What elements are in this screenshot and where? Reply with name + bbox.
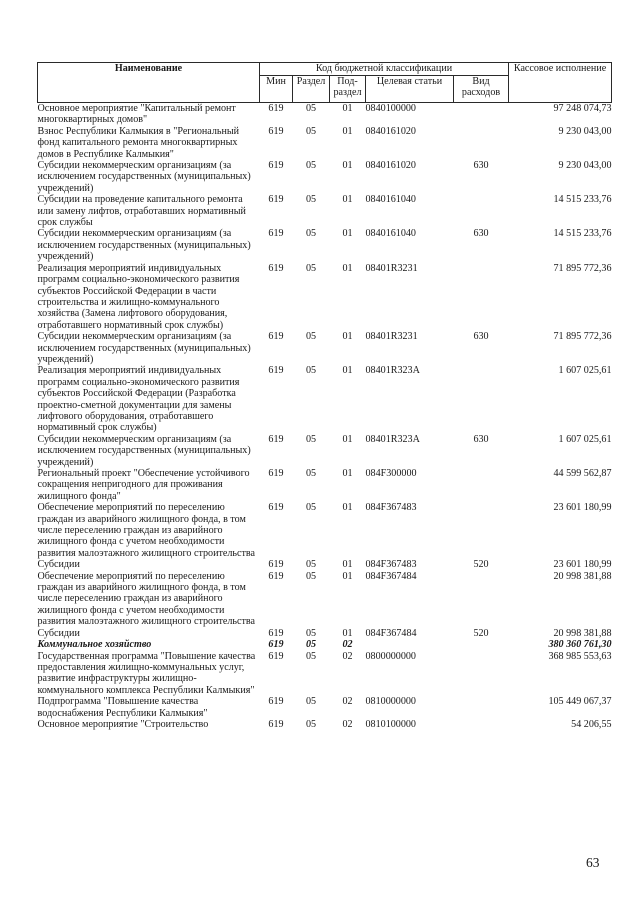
cell-vid <box>454 502 509 559</box>
cell-podrazdel: 01 <box>342 331 353 343</box>
cell-name: Субсидии на проведение капитального ремонта или замену лифтов, отработавших нормативный срок службы <box>37 194 246 229</box>
cell-razdel: 05 <box>305 696 317 708</box>
cell-min: 619 <box>268 639 284 651</box>
cell-podrazdel: 01 <box>342 125 353 137</box>
cell-vid <box>454 468 509 502</box>
cell-sum: 23 601 180,99 <box>553 559 612 571</box>
cell-sum: 54 206,55 <box>571 718 612 730</box>
cell-min: 619 <box>268 228 284 240</box>
table-row <box>38 331 612 365</box>
table-row <box>38 651 612 697</box>
cell-min: 619 <box>268 468 284 479</box>
cell-celevaya: 0840161020 <box>365 125 416 137</box>
cell-min: 619 <box>268 696 284 708</box>
cell-razdel: 05 <box>305 650 317 662</box>
cell-vid <box>454 696 509 719</box>
header-celevaya: Целевая статьи <box>366 76 454 103</box>
cell-sum: 71 895 772,36 <box>553 262 612 274</box>
cell-podrazdel: 02 <box>342 718 353 730</box>
cell-vid: 520 <box>473 559 489 571</box>
cell-sum: 23 601 180,99 <box>553 502 612 514</box>
cell-vid: 520 <box>473 627 489 639</box>
header-code-group: Код бюджетной классификации <box>260 63 509 76</box>
table-row <box>38 103 612 126</box>
cell-name: Основное мероприятие "Капитальный ремонт многоквартирных домов" <box>37 103 236 126</box>
cell-razdel: 05 <box>305 570 317 582</box>
cell-min: 619 <box>268 160 284 172</box>
cell-podrazdel: 01 <box>342 103 353 114</box>
cell-name: Субсидии некоммерческим организациям (за исключением государственных (муниципальных) учреждений) <box>37 160 251 194</box>
cell-podrazdel: 02 <box>342 639 353 651</box>
header-razdel: Раздел <box>293 76 330 103</box>
cell-podrazdel: 01 <box>342 468 353 479</box>
cell-name: Реализация мероприятий индивидуальных программ социально-экономического развития субъектов Российской Федерации в части строительства и жилищно-коммунального хозяйства (Замена лифтового оборудования, отработавшего нормативный срок службы) <box>37 262 240 331</box>
table-row <box>38 719 612 730</box>
cell-vid <box>454 126 509 160</box>
page-number: 63 <box>586 855 600 870</box>
cell-razdel: 05 <box>305 468 317 479</box>
cell-vid: 630 <box>473 228 489 240</box>
cell-razdel: 05 <box>305 627 317 639</box>
cell-min: 619 <box>268 718 284 730</box>
cell-name: Субсидии <box>37 627 80 639</box>
cell-vid <box>454 103 509 126</box>
cell-razdel: 05 <box>305 331 317 343</box>
cell-celevaya: 084F367483 <box>365 559 417 571</box>
cell-vid <box>454 194 509 228</box>
cell-min: 619 <box>268 627 284 639</box>
cell-min: 619 <box>268 262 284 274</box>
cell-podrazdel: 01 <box>342 570 353 582</box>
cell-vid <box>454 719 509 730</box>
header-vid: Вид расходов <box>454 76 509 103</box>
cell-celevaya: 084F367483 <box>365 502 417 514</box>
cell-podrazdel: 01 <box>342 502 353 514</box>
table-row <box>38 126 612 160</box>
cell-podrazdel: 01 <box>342 262 353 274</box>
cell-name: Обеспечение мероприятий по переселению граждан из аварийного жилищного фонда, в том числе переселению граждан из аварийного жилищного фонда с учетом необходимости развития малоэтажного жилищного строительства <box>37 570 256 628</box>
cell-sum: 368 985 553,63 <box>548 650 612 662</box>
cell-sum: 20 998 381,88 <box>553 570 612 582</box>
cell-sum: 1 607 025,61 <box>558 365 612 377</box>
cell-name: Основное мероприятие "Строительство <box>37 718 209 730</box>
cell-sum: 44 599 562,87 <box>553 468 612 479</box>
table-row <box>38 502 612 559</box>
cell-podrazdel: 01 <box>342 160 353 172</box>
cell-sum: 380 360 761,30 <box>548 639 612 651</box>
cell-podrazdel: 01 <box>342 365 353 377</box>
cell-podrazdel: 01 <box>342 194 353 206</box>
cell-name: Субсидии некоммерческим организациям (за исключением государственных (муниципальных) учреждений) <box>37 331 251 365</box>
cell-sum: 9 230 043,00 <box>558 160 612 172</box>
cell-razdel: 05 <box>305 103 317 114</box>
cell-celevaya: 0840100000 <box>365 103 416 114</box>
cell-podrazdel: 01 <box>342 627 353 639</box>
cell-celevaya: 08401R323A <box>365 365 420 377</box>
cell-celevaya: 0810100000 <box>365 718 416 730</box>
cell-celevaya: 08401R3231 <box>365 262 418 274</box>
cell-sum: 105 449 067,37 <box>548 696 612 708</box>
cell-razdel: 05 <box>305 559 317 571</box>
cell-sum: 97 248 074,73 <box>553 103 612 114</box>
cell-razdel: 05 <box>305 262 317 274</box>
cell-name: Коммунальное хозяйство <box>37 639 152 651</box>
cell-sum: 9 230 043,00 <box>558 125 612 137</box>
cell-razdel: 05 <box>305 160 317 172</box>
cell-vid: 630 <box>473 433 489 445</box>
cell-min: 619 <box>268 570 284 582</box>
cell-podrazdel: 02 <box>342 650 353 662</box>
cell-name: Субсидии <box>37 559 80 571</box>
table-row <box>38 571 612 628</box>
cell-name: Региональный проект "Обеспечение устойчивого сокращения непригодного для проживания жилищного фонда" <box>37 468 250 502</box>
cell-celevaya: 084F300000 <box>365 468 417 479</box>
cell-name: Субсидии некоммерческим организациям (за исключением государственных (муниципальных) учреждений) <box>37 228 251 263</box>
cell-vid <box>454 651 509 697</box>
cell-vid: 630 <box>473 160 489 172</box>
cell-vid <box>454 571 509 628</box>
cell-razdel: 05 <box>305 718 317 730</box>
cell-razdel: 05 <box>305 433 317 445</box>
cell-razdel: 05 <box>305 365 317 377</box>
table-body <box>38 103 612 731</box>
cell-vid <box>454 365 509 433</box>
cell-sum: 14 515 233,76 <box>553 194 612 206</box>
cell-name: Субсидии некоммерческим организациям (за исключением государственных (муниципальных) учреждений) <box>37 433 251 468</box>
table-row <box>38 228 612 262</box>
table-row <box>38 434 612 468</box>
cell-razdel: 05 <box>305 194 317 206</box>
header-kassovoe: Кассовое исполнение <box>509 63 612 103</box>
cell-celevaya: 08401R3231 <box>365 331 418 343</box>
cell-name: Обеспечение мероприятий по переселению граждан из аварийного жилищного фонда, в том числе переселению граждан из аварийного жилищного фонда с учетом необходимости развития малоэтажного жилищного строительства <box>37 502 256 559</box>
cell-razdel: 05 <box>305 639 317 651</box>
cell-sum: 1 607 025,61 <box>558 433 612 445</box>
table-row <box>38 559 612 570</box>
cell-podrazdel: 02 <box>342 696 353 708</box>
cell-celevaya: 084F367484 <box>365 627 417 639</box>
cell-name: Подпрограмма "Повышение качества водоснабжения Республики Калмыкия" <box>37 696 208 719</box>
table-row <box>38 160 612 194</box>
cell-min: 619 <box>268 365 284 377</box>
cell-name: Взнос Республики Калмыкия в "Региональный фонд капитального ремонта многоквартирных домов в Республике Калмыкия" <box>37 125 240 160</box>
cell-razdel: 05 <box>305 502 317 514</box>
cell-vid: 630 <box>473 331 489 343</box>
header-podrazdel: Под-раздел <box>330 76 366 103</box>
cell-celevaya: 0810000000 <box>365 696 416 708</box>
cell-vid <box>454 639 509 650</box>
cell-celevaya: 0840161040 <box>365 194 416 206</box>
cell-min: 619 <box>268 103 284 114</box>
cell-min: 619 <box>268 331 284 343</box>
header-name: Наименование <box>38 63 260 103</box>
table-row <box>38 628 612 639</box>
cell-razdel: 05 <box>305 125 317 137</box>
cell-celevaya: 08401R323A <box>365 433 420 445</box>
table-row <box>38 639 612 650</box>
cell-vid <box>454 263 509 331</box>
cell-razdel: 05 <box>305 228 317 240</box>
cell-sum: 14 515 233,76 <box>553 228 612 240</box>
table-row <box>38 194 612 228</box>
table-row <box>38 696 612 719</box>
table-row <box>38 468 612 502</box>
budget-table <box>37 62 612 730</box>
cell-podrazdel: 01 <box>342 559 353 571</box>
cell-name: Государственная программа "Повышение качества предоставления жилищно-коммунальных услуг, развитие инфраструктуры жилищно-коммунального комплекса Республики Калмыкия" <box>37 650 256 696</box>
cell-celevaya: 0840161020 <box>365 160 416 172</box>
header-min: Мин <box>260 76 293 103</box>
cell-min: 619 <box>268 194 284 206</box>
cell-celevaya <box>366 639 454 650</box>
cell-celevaya: 0840161040 <box>365 228 416 240</box>
cell-min: 619 <box>268 650 284 662</box>
cell-sum: 71 895 772,36 <box>553 331 612 343</box>
table-header <box>38 63 612 103</box>
cell-min: 619 <box>268 502 284 514</box>
cell-sum: 20 998 381,88 <box>553 627 612 639</box>
cell-celevaya: 084F367484 <box>365 570 417 582</box>
cell-celevaya: 0800000000 <box>365 650 416 662</box>
cell-name: Реализация мероприятий индивидуальных программ социально-экономического развития субъектов Российской Федерации (Разработка проектно-сметной документации для замены лифтового оборудования, отработавшего нормативный срок службы) <box>37 365 240 434</box>
table-row <box>38 263 612 331</box>
cell-min: 619 <box>268 125 284 137</box>
cell-podrazdel: 01 <box>342 433 353 445</box>
table-row <box>38 365 612 433</box>
cell-min: 619 <box>268 433 284 445</box>
cell-podrazdel: 01 <box>342 228 353 240</box>
cell-min: 619 <box>268 559 284 571</box>
